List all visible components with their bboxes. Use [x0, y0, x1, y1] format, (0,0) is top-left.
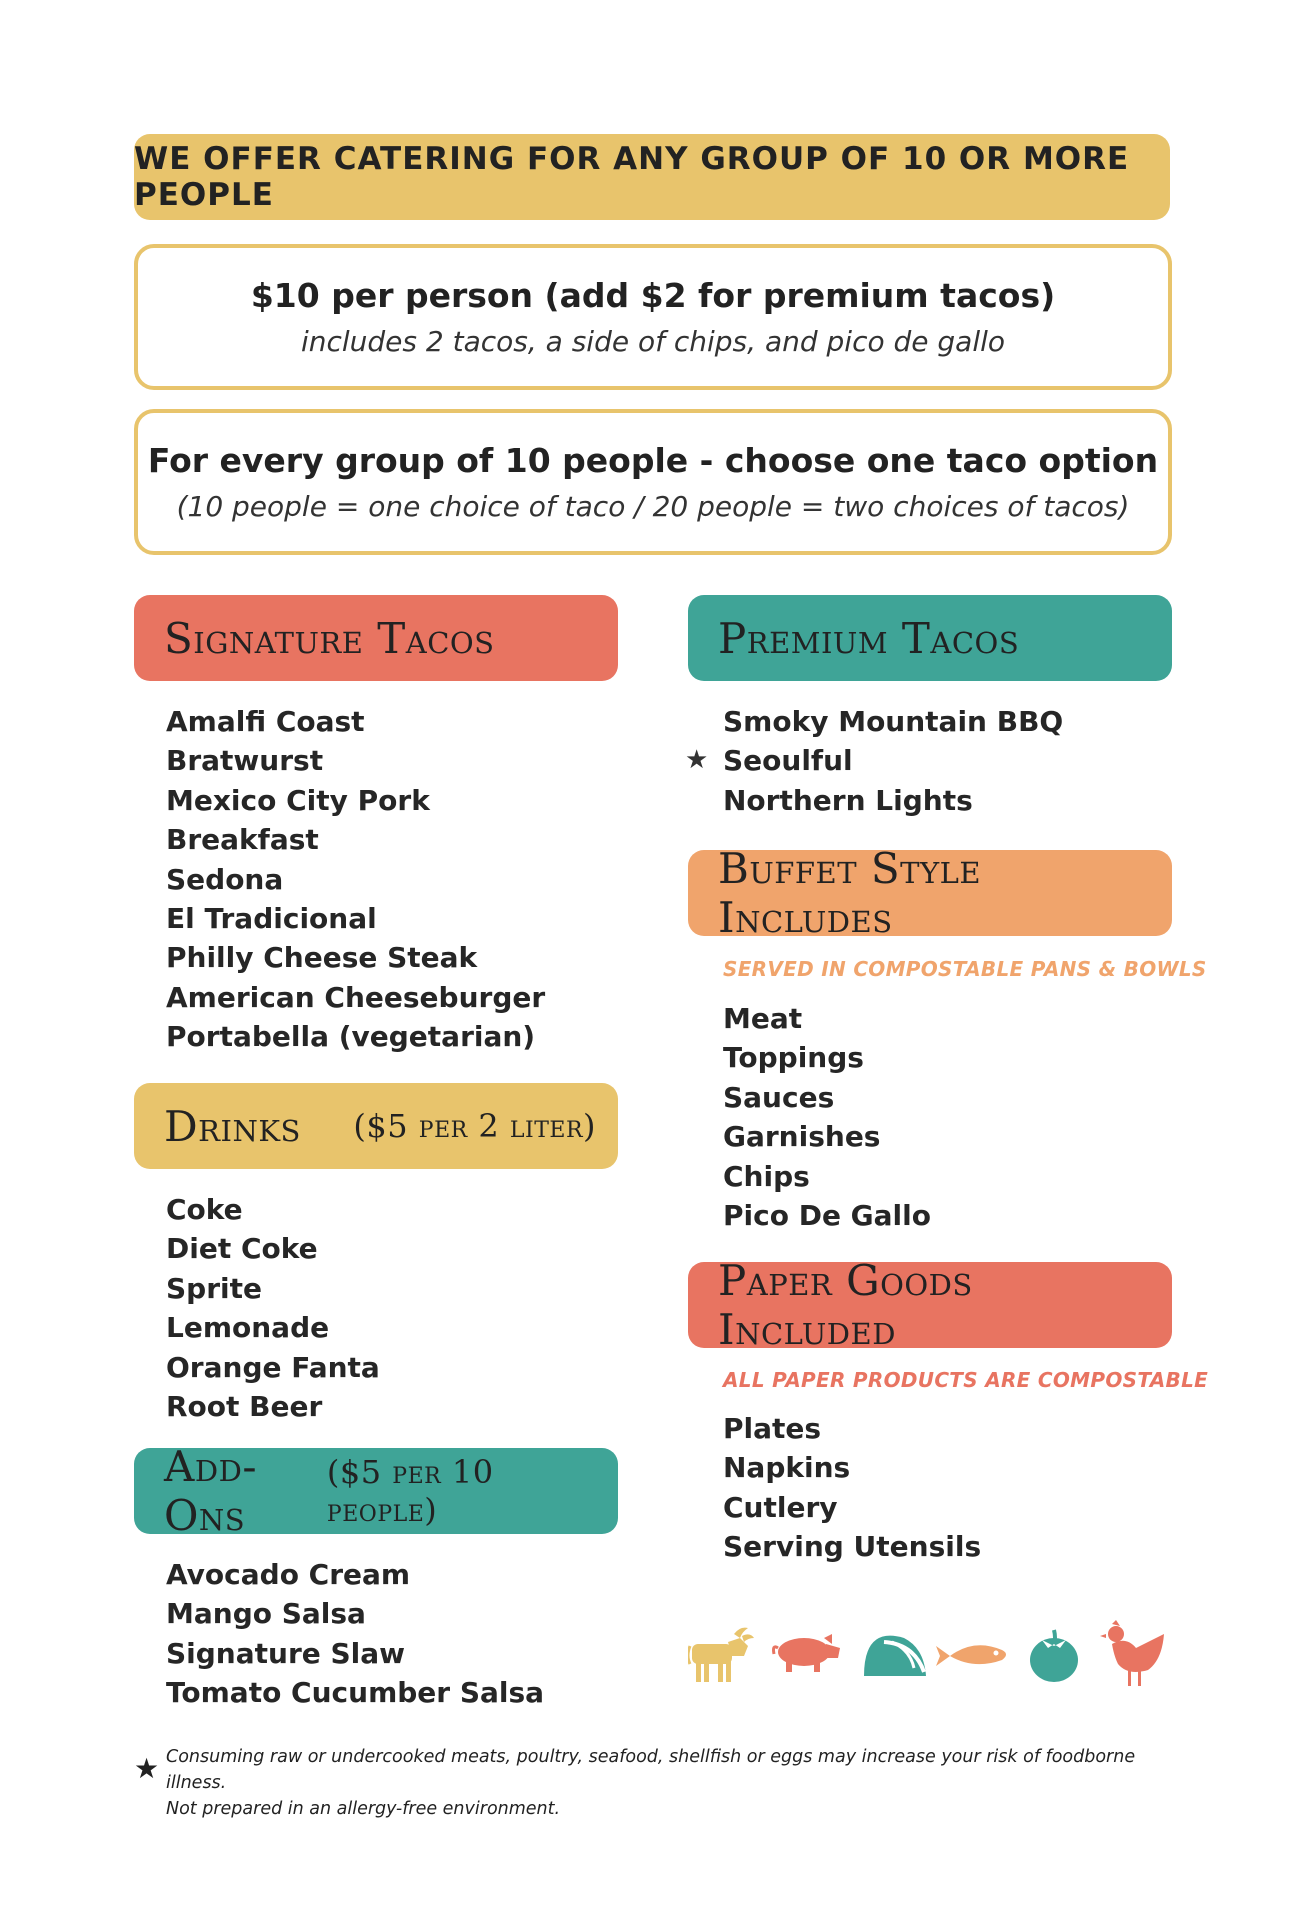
drinks-title: Drinks: [164, 1101, 301, 1151]
list-item: Plates: [723, 1412, 822, 1445]
addons-header: [134, 1442, 618, 1540]
list-item: Signature Slaw: [166, 1636, 406, 1670]
list-item: Bratwurst: [166, 744, 324, 778]
cow-icon: [688, 1628, 754, 1682]
signature-tacos-title: Signature Tacos: [164, 613, 495, 663]
buffet-title: Buffet Style Includes: [718, 844, 982, 942]
list-item: Garnishes: [723, 1120, 881, 1154]
list-item: Philly Cheese Steak: [166, 941, 478, 975]
fish-icon: [936, 1645, 1006, 1666]
list-item: Toppings: [723, 1041, 864, 1075]
list-item: Meat: [723, 1002, 803, 1035]
buffet-header: [688, 844, 1172, 942]
chicken-icon: [1100, 1620, 1164, 1686]
buffet-caption: SERVED IN COMPOSTABLE PANS & BOWLS: [723, 957, 1207, 981]
drinks-price-note: ($5 per 2 liter): [353, 1107, 596, 1145]
disclaimer-line-1: Consuming raw or undercooked meats, poultry, seafood, shellfish or eggs may increase your risk of foodborne illness.: [166, 1747, 1136, 1793]
list-item: El Tradicional: [166, 901, 377, 935]
list-item: Breakfast: [166, 823, 319, 857]
taco-icon: [864, 1636, 926, 1676]
paper-goods-list: [723, 1409, 981, 1567]
premium-tacos-header: [688, 595, 1172, 681]
list-item: Amalfi Coast: [166, 705, 365, 738]
list-item: [685, 741, 1063, 780]
list-item: Pico De Gallo: [723, 1198, 931, 1232]
premium-tacos-title: Premium Tacos: [718, 613, 1020, 663]
tomato-icon: [1030, 1630, 1078, 1682]
allergy-disclaimer: [134, 1744, 1184, 1822]
pricing-sub: includes 2 tacos, a side of chips, and pico de gallo: [300, 325, 1006, 358]
addons-list: [166, 1555, 544, 1713]
food-icons-row: [688, 1620, 1176, 1690]
list-item: Orange Fanta: [166, 1350, 380, 1384]
group-rule-sub: (10 people = one choice of taco / 20 people = two choices of tacos): [176, 490, 1130, 523]
paper-goods-header: [688, 1256, 1172, 1354]
list-item: Lemonade: [166, 1311, 330, 1345]
list-item: Sprite: [166, 1271, 262, 1305]
list-item: Coke: [166, 1193, 243, 1226]
group-rule-box: [134, 409, 1172, 555]
pricing-box: [134, 244, 1172, 390]
paper-goods-caption: ALL PAPER PRODUCTS ARE COMPOSTABLE: [723, 1368, 1209, 1392]
list-item: Chips: [723, 1159, 810, 1193]
premium-tacos-list: [685, 702, 1064, 820]
drinks-list: [166, 1190, 380, 1426]
list-item: Napkins: [723, 1451, 851, 1485]
buffet-list: [723, 999, 931, 1235]
list-item: Avocado Cream: [166, 1558, 411, 1591]
signature-tacos-list: [166, 702, 545, 1057]
disclaimer-line-2: Not prepared in an allergy-free environment.: [166, 1799, 561, 1819]
pig-icon: [774, 1634, 841, 1672]
list-item: Smoky Mountain BBQ: [723, 705, 1064, 738]
list-item: Root Beer: [166, 1389, 323, 1423]
star-icon: ★: [685, 745, 709, 776]
list-item: Northern Lights: [723, 783, 973, 817]
catering-banner: WE OFFER CATERING FOR ANY GROUP OF 10 OR MORE PEOPLE: [134, 134, 1170, 220]
group-rule-main: For every group of 10 people - choose one taco option: [147, 441, 1159, 480]
list-item: Sauces: [723, 1080, 835, 1114]
list-item: Serving Utensils: [723, 1530, 982, 1564]
list-item: Mango Salsa: [166, 1597, 366, 1631]
list-item: Mexico City Pork: [166, 783, 430, 817]
list-item: Sedona: [166, 862, 284, 896]
list-item: American Cheeseburger: [166, 980, 546, 1014]
addons-price-note: ($5 per 10 people): [326, 1453, 494, 1529]
list-item: Portabella (vegetarian): [166, 1020, 536, 1054]
signature-tacos-header: [134, 595, 618, 681]
list-item-label: Seoulful: [723, 744, 853, 778]
pricing-main: $10 per person (add $2 for premium tacos): [250, 276, 1056, 315]
list-item: Tomato Cucumber Salsa: [166, 1676, 545, 1710]
star-icon: ★: [134, 1752, 160, 1785]
paper-goods-title: Paper Goods Included: [718, 1256, 973, 1354]
drinks-header: [134, 1083, 618, 1169]
list-item: Diet Coke: [166, 1232, 318, 1266]
list-item: Cutlery: [723, 1490, 838, 1524]
addons-title: Add-Ons: [164, 1442, 258, 1540]
